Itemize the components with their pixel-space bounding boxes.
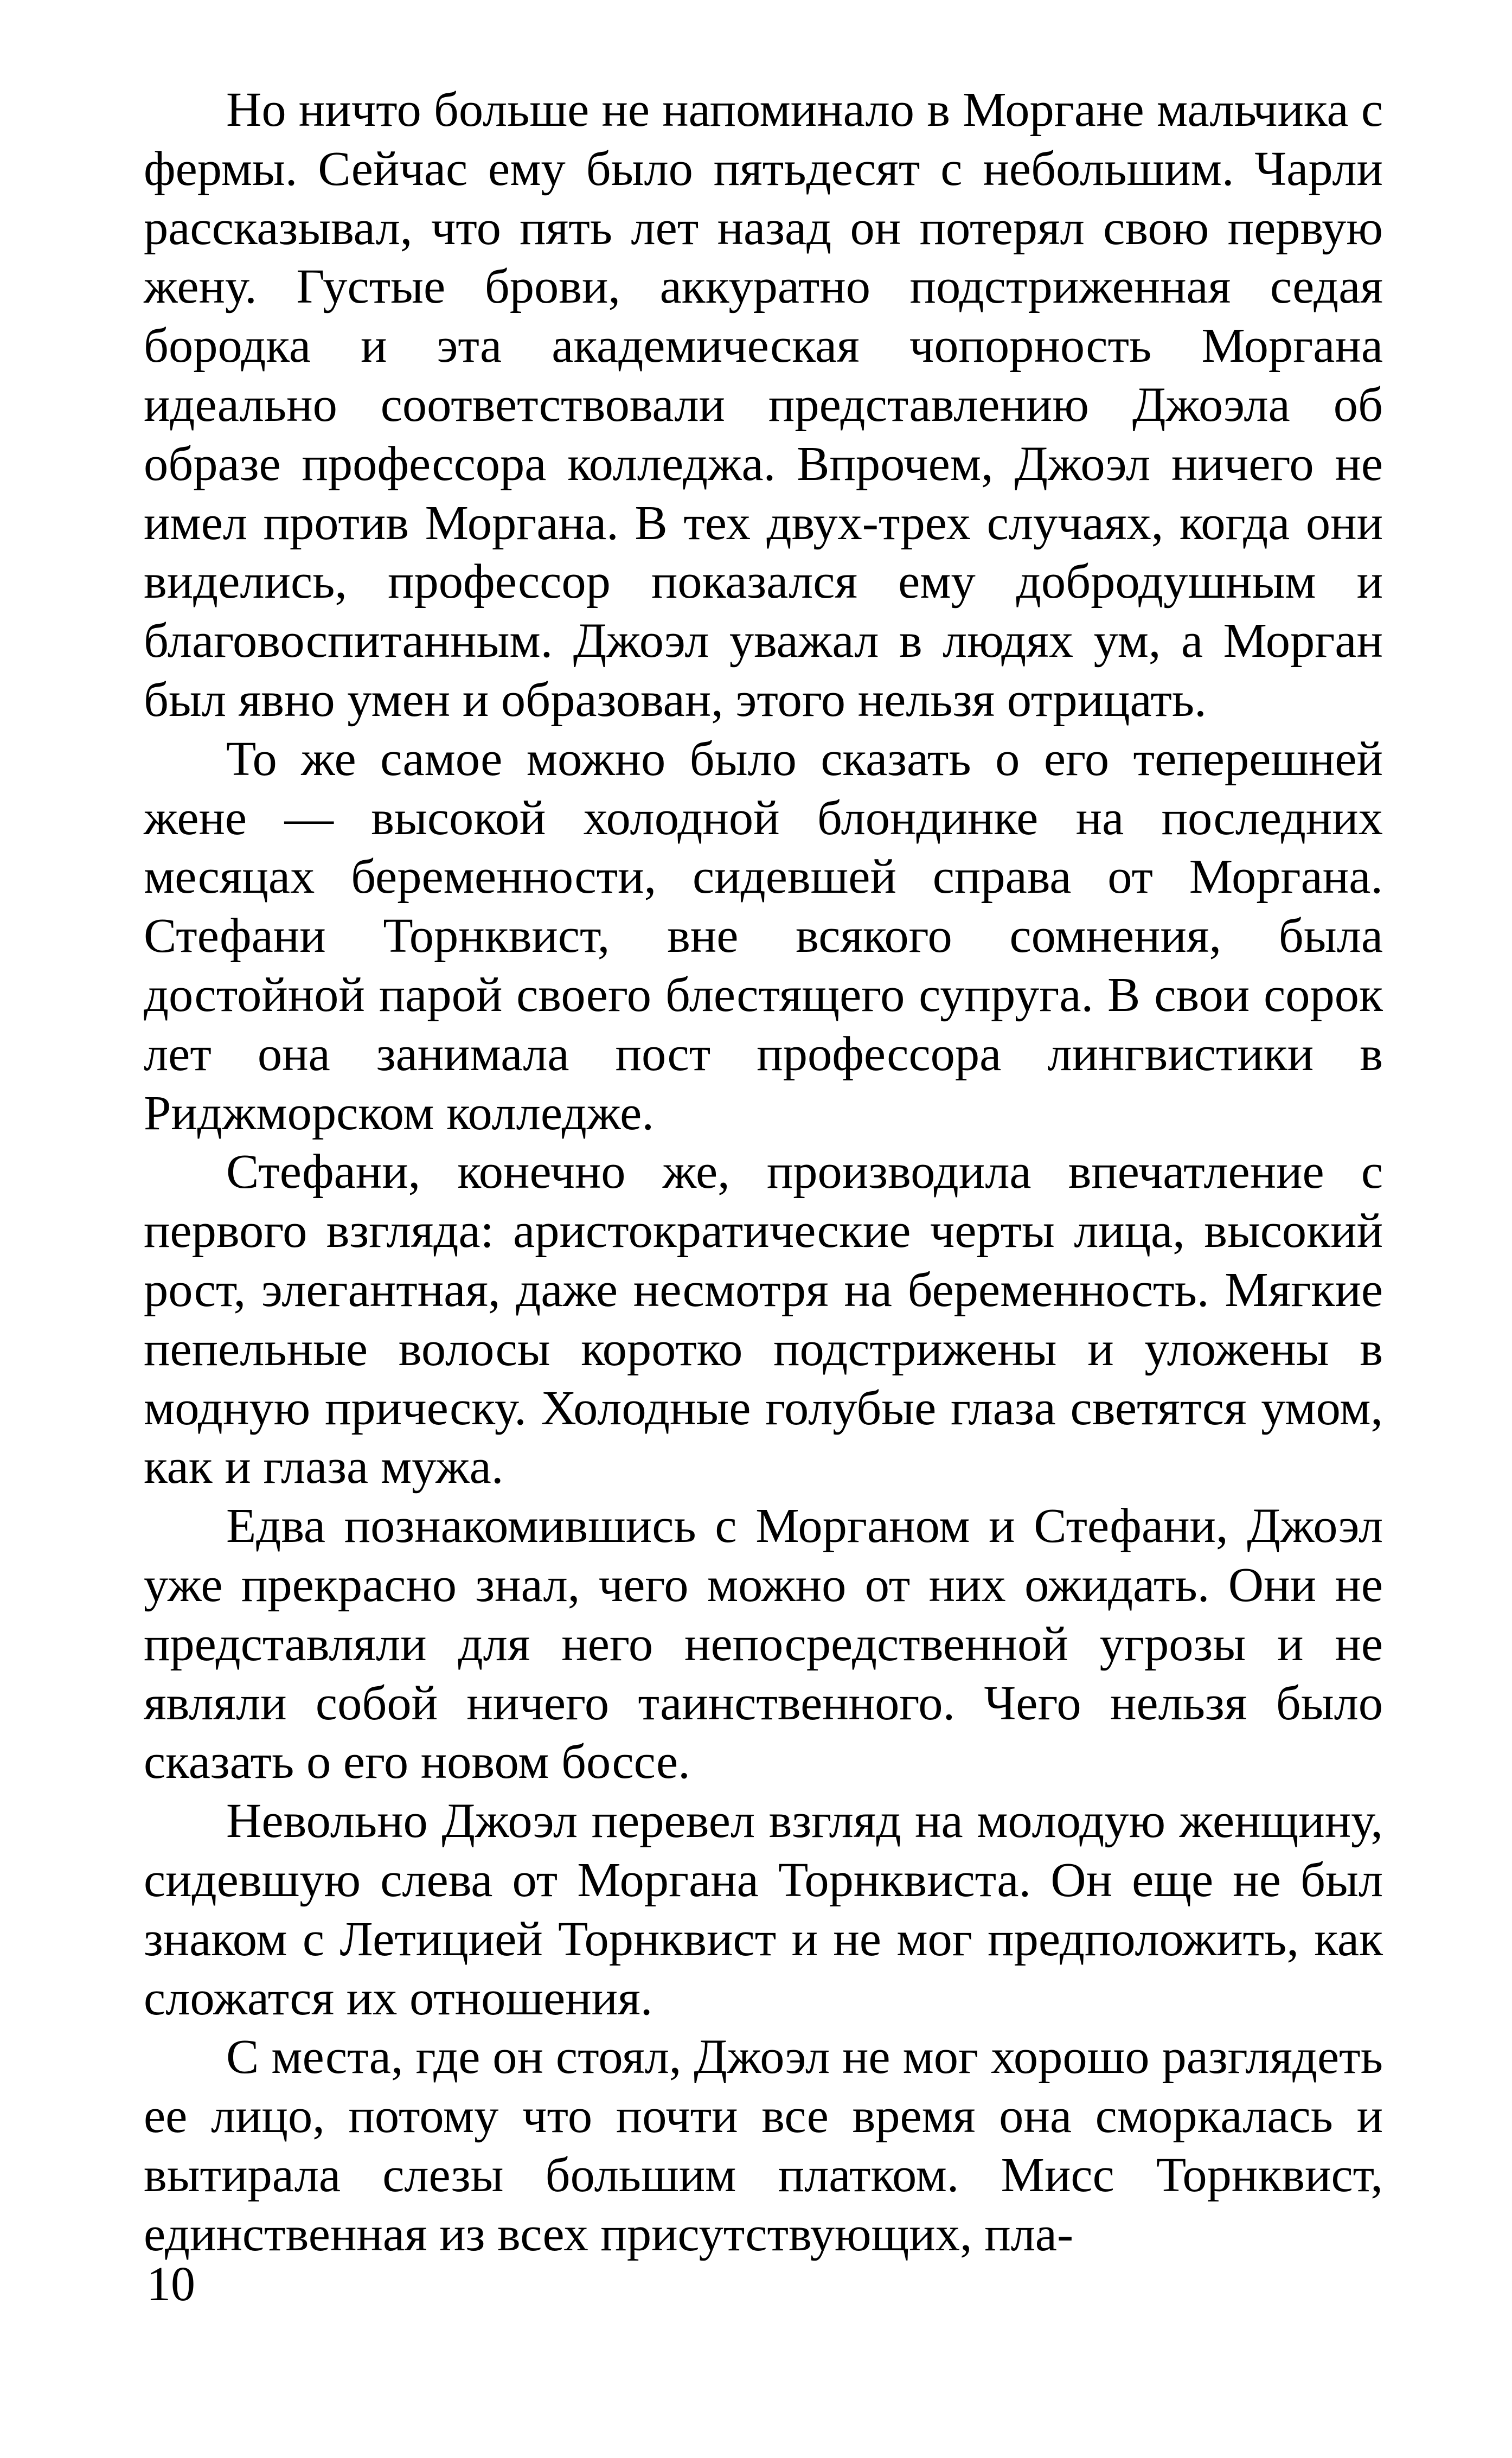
paragraph-5: Невольно Джоэл перевел взгляд на молодую женщину, сидевшую слева от Моргана Торнквиста. Он еще не был знаком с Летицией Торнквист и не мог предположить, как сложатся их отношения. <box>144 1793 1383 2025</box>
body-text <box>144 80 1383 2263</box>
paragraph-2: То же самое можно было сказать о его теперешней жене — высокой холодной блондинке на последних месяцах беременности, сидевшей справа от Моргана. Стефани Торнквист, вне всякого сомнения, была достойной парой своего блестящего супруга. В свои сорок лет она занимала пост профессора лингвистики в Риджморском колледже. <box>144 731 1383 1140</box>
page-number: 10 <box>146 2257 195 2311</box>
paragraph-4: Едва познакомившись с Морганом и Стефани, Джоэл уже прекрасно знал, чего можно от них ожидать. Они не представляли для него непосредственной угрозы и не являли собой ничего таинственного. Чего нельзя было сказать о его новом боссе. <box>144 1498 1383 1789</box>
paragraph-1: Но ничто больше не напоминало в Моргане мальчика с фермы. Сейчас ему было пятьдесят с небольшим. Чарли рассказывал, что пять лет назад он потерял свою первую жену. Густые брови, аккуратно подстриженная седая бородка и эта академическая чопорность Моргана идеально соответствовали представлению Джоэла об образе профессора колледжа. Впрочем, Джоэл ничего не имел против Моргана. В тех двух-трех случаях, когда они виделись, профессор показался ему добродушным и благовоспитанным. Джоэл уважал в людях ум, а Морган был явно умен и образован, этого нельзя отрицать. <box>144 82 1383 727</box>
paragraph-6: С места, где он стоял, Джоэл не мог хорошо разглядеть ее лицо, потому что почти все время она сморкалась и вытирала слезы большим платком. Мисс Торнквист, единственная из всех присутствующих, пла- <box>144 2029 1383 2261</box>
paragraph-3: Стефани, конечно же, производила впечатление с первого взгляда: аристократические черты лица, высокий рост, элегантная, даже несмотря на беременность. Мягкие пепельные волосы коротко подстрижены и уложены в модную прическу. Холодные голубые глаза светятся умом, как и глаза мужа. <box>144 1144 1383 1494</box>
